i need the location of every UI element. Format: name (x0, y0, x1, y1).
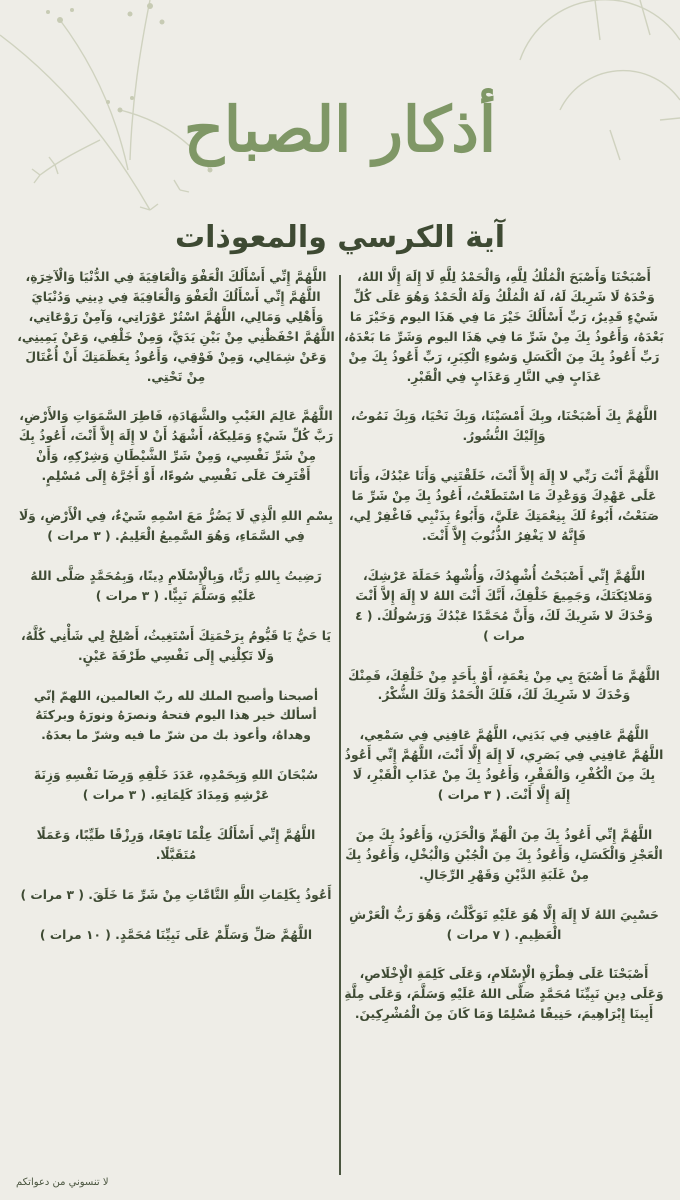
right-dhikr-column (344, 268, 664, 1045)
dhikr-paragraph: بِسْمِ اللهِ الَّذِي لَا يَضُرُّ مَعَ اسْمِهِ شَيْءٌ، فِي الْأَرْضِ، وَلَا فِي السَّمَاءِ، وَهُوَ السَّمِيعُ الْعَلِيمُ. ( ٣ مرات ) (18, 509, 334, 543)
dhikr-paragraph: اللَّهُمَّ صَلِّ وَسَلِّمْ عَلَى نَبِيِّنَا مُحَمَّدٍ. ( ١٠ مرات ) (39, 927, 313, 942)
dhikr-paragraph: اللَّهُمَّ أَنْتَ رَبِّي لا إِلَهَ إِلاَّ أَنْتَ، خَلَقْتَنِي وَأَنَا عَبْدُكَ، وَأَنَا عَلَى عَهْدِكَ وَوَعْدِكَ مَا اسْتَطَعْتُ، أَعُوذُ بِكَ مِنْ شَرِّ مَا صَنَعْتُ، أَبُوءُ لَكَ بِنِعْمَتِكَ عَلَيَّ، وَأَبُوءُ بِذَنْبِي فَاغْفِرْ لِي، فَإِنَّهُ لا يَغْفِرُ الذُّنُوبَ إِلاَّ أَنْتَ. (348, 469, 660, 543)
dhikr-paragraph: اللَّهُمَّ مَا أَصْبَحَ بِي مِنْ نِعْمَةٍ، أَوْ بِأَحَدٍ مِنْ خَلْقِكَ، فَمِنْكَ وَحْدَكَ لا شَرِيكَ لَكَ، فَلَكَ الْحَمْدُ وَلَكَ الشُّكْرُ. (348, 668, 660, 703)
dhikr-paragraph: اللَّهُمَّ عَافِنِي فِي بَدَنِي، اللَّهُمَّ عَافِنِي فِي سَمْعِي، اللَّهُمَّ عَافِنِي فِي بَصَرِي، لَا إِلَهَ إِلَّا أَنْتَ، اللَّهُمَّ إِنِّي أَعُوذُ بِكَ مِنَ الْكُفْرِ، وَالْفَقْرِ، وَأَعُوذُ بِكَ مِنْ عَذَابِ الْقَبْرِ، لَا إِلَهَ إِلَّا أَنْتَ. ( ٣ مرات ) (344, 728, 664, 803)
dhikr-paragraph: سُبْحَانَ اللهِ وَبِحَمْدِهِ، عَدَدَ خَلْقِهِ وَرِضَا نَفْسِهِ وَزِنَةَ عَرْشِهِ وَمِدَادَ كَلِمَاتِهِ. ( ٣ مرات ) (33, 768, 319, 803)
dhikr-paragraph: اللَّهُمَّ عَالِمَ الغَيْبِ والشَّهَادَةِ، فَاطِرَ السَّمَوَاتِ وَالأَرْضِ، رَبَّ كُلِّ شَيْءٍ وَمَلِيكَهُ، أَشْهَدُ أَنْ لا إِلَهَ إِلاَّ أَنْتَ، أَعُوذُ بِكَ مِنْ شَرِّ نَفْسِي، وَمِنْ شَرِّ الشَّيْطَانِ وَشِرْكِهِ، وَأَنْ أَقْتَرِفَ عَلَى نَفْسِي سُوءًا، أَوْ أَجُرَّهُ إِلَى مُسْلِمٍ. (18, 409, 334, 484)
dhikr-paragraph: رَضِيتُ بِاللهِ رَبًّا، وَبِالْإِسْلَامِ دِينًا، وَبِمُحَمَّدٍ صَلَّى اللهُ عَلَيْهِ وَسَلَّمَ نَبِيًّا. ( ٣ مرات ) (30, 568, 322, 603)
column-divider (339, 275, 341, 1175)
dhikr-paragraph: أصبحنا وأصبح الملك لله ربّ العالمين، اللهمّ إنّي أسألك خير هذا اليوم فتحهُ ونصرَهُ ونورَهُ وبركتَهُ وهداهُ، وأعوذ بك من شرّ ما فيه وشرّ ما بعدَهُ. (33, 688, 319, 743)
dhikr-paragraph: حَسْبِيَ اللهُ لَا إِلَهَ إِلَّا هُوَ عَلَيْهِ تَوَكَّلْتُ، وَهُوَ رَبُّ الْعَرْشِ الْعَظِيمِ. ( ٧ مرات ) (349, 907, 659, 942)
page-title: أذكار الصباح (183, 93, 497, 166)
dhikr-paragraph: يَا حَيُّ يَا قَيُّومُ بِرَحْمَتِكَ أَسْتَغِيثُ، أَصْلِحْ لِي شَأْنِي كُلَّهُ، وَلَا تَكِلْنِي إِلَى نَفْسِي طَرْفَةَ عَيْنٍ. (20, 628, 332, 663)
dhikr-paragraph: اللَّهُمَّ إِنِّي أَسْأَلُكَ عِلْمًا نَافِعًا، وَرِزْقًا طَيِّبًا، وَعَمَلًا مُتَقَبَّلًا. (36, 828, 316, 862)
dhikr-paragraph: اللَّهُمَّ إِنِّي أَعُوذُ بِكَ مِنَ الْهَمِّ وَالْحَزَنِ، وَأَعُوذُ بِكَ مِنَ الْعَجْزِ وَالْكَسَلِ، وَأَعُوذُ بِكَ مِنَ الْجُبْنِ وَالْبُخْلِ، وَأَعُوذُ بِكَ مِنْ غَلَبَةِ الدَّيْنِ وَقَهْرِ الرِّجَالِ. (345, 827, 663, 882)
page-subtitle: آية الكرسي والمعوذات (174, 220, 505, 255)
left-dhikr-column (16, 268, 336, 966)
dhikr-paragraph: اللَّهُمَّ إِنِّي أَصْبَحْتُ أُشْهِدُكَ، وَأُشْهِدُ حَمَلَةَ عَرْشِكَ، وَمَلائِكَتَكَ، وَجَمِيعَ خَلْقِكَ، أَنَّكَ أَنْتَ اللهُ لا إِلَهَ إِلاَّ أَنْتَ وَحْدَكَ لا شَرِيكَ لَكَ، وَأَنَّ مُحَمَّدًا عَبْدُكَ وَرَسُولُكَ. ( ٤ مرات ) (355, 568, 653, 643)
dhikr-paragraph: أَعُوذُ بِكَلِمَاتِ اللَّهِ التَّامَّاتِ مِنْ شَرِّ مَا خَلَقَ. ( ٣ مرات ) (20, 887, 332, 902)
dhikr-paragraph: اللَّهُمَّ إِنِّي أَسْأَلُكَ الْعَفْوَ وَالْعَافِيَةَ فِي الدُّنْيَا وَالْآخِرَةِ، اللَّهُمَّ إِنِّي أَسْأَلُكَ الْعَفْوَ وَالْعَافِيَةَ فِي دِينِي وَدُنْيَايَ وَأَهْلِي وَمَالِي، اللَّهُمَّ اسْتُرْ عَوْرَاتِي، وَآمِنْ رَوْعَاتِي، اللَّهُمَّ احْفَظْنِي مِنْ بَيْنِ يَدَيَّ، وَمِنْ خَلْفِي، وَعَنْ يَمِينِي، وَعَنْ شِمَالِي، وَمِنْ فَوْقِي، وَأَعُوذُ بِعَظَمَتِكَ أَنْ أُغْتَالَ مِنْ تَحْتِي. (17, 270, 335, 384)
dhikr-paragraph: اللَّهُمَّ بِكَ أَصْبَحْنَا، وبِكَ أَمْسَيْنَا، وَبِكَ نَحْيَا، وَبِكَ نَمُوتُ، وَإِلَيْكَ النُّشُورُ. (350, 409, 658, 444)
dhikr-paragraph: أَصْبَحْنَا وَأَصْبَحَ الْمُلْكُ لِلَّهِ، وَالْحَمْدُ لِلَّهِ لَا إِلَهَ إِلَّا اللهُ، وَحْدَهُ لَا شَرِيكَ لَهُ، لَهُ الْمُلْكُ وَلَهُ الْحَمْدُ وَهُوَ عَلَى كُلِّ شَيْءٍ قَدِيرٌ، رَبِّ أَسْأَلُكَ خَيْرَ مَا فِي هَذَا اليوم وَخَيْرَ مَا بَعْدَهُ، وَأَعُوذُ بِكَ مِنْ شَرِّ مَا فِي هَذَا اليوم وَشَرِّ مَا بَعْدَهُ، رَبِّ أَعُوذُ بِكَ مِنَ الْكَسَلِ وَسُوءِ الْكِبَرِ، رَبِّ أَعُوذُ بِكَ مِنْ عَذَابٍ فِي النَّارِ وَعَذَابٍ فِي الْقَبْرِ. (344, 270, 664, 384)
dhikr-paragraph: أَصْبَحْنَا عَلَى فِطْرَةِ الْإِسْلَامِ، وَعَلَى كَلِمَةِ الْإِخْلَاصِ، وَعَلَى دِينِ نَبِيِّنَا مُحَمَّدٍ صَلَّى اللهُ عَلَيْهِ وَسَلَّمَ، وَعَلَى مِلَّةِ أَبِينَا إِبْرَاهِيمَ، حَنِيفًا مُسْلِمًا وَمَا كَانَ مِنَ الْمُشْرِكِينَ. (344, 967, 664, 1022)
footer-note: لا تنسوني من دعواتكم (16, 1177, 109, 1188)
